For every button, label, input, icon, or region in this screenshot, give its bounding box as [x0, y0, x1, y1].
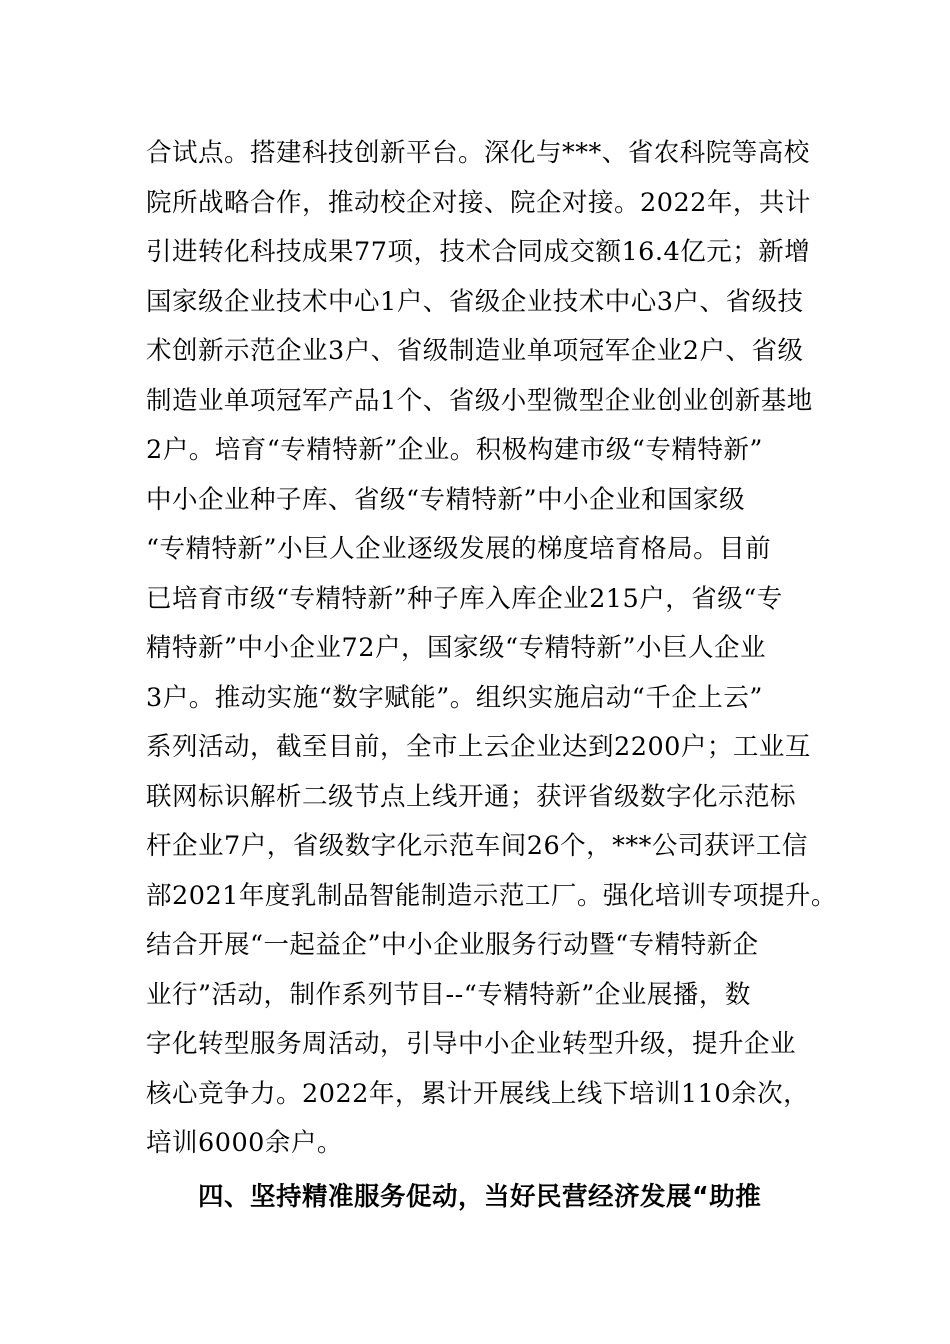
section-heading: 四、坚持精准服务促动，当好民营经济发展“助推	[198, 1182, 762, 1212]
text-line: 中小企业种子库、省级“专精特新”中小企业和国家级	[146, 484, 746, 515]
body-text	[146, 129, 846, 1169]
text-line: 制造业单项冠军产品1个、省级小型微型企业创业创新基地	[146, 385, 813, 416]
text-line: 字化转型服务周活动，引导中小企业转型升级，提升企业	[146, 1029, 797, 1059]
text-line: 杆企业7户，省级数字化示范车间26个，***公司获评工信	[146, 831, 808, 861]
text-line: 培训6000余户。	[146, 1128, 343, 1158]
text-line: 2户。培育“专精特新”企业。积极构建市级“专精特新”	[146, 435, 763, 465]
text-line: 国家级企业技术中心1户、省级企业技术中心3户、省级技	[146, 286, 804, 317]
text-line: 院所战略合作，推动校企对接、院企对接。2022年，共计	[146, 187, 811, 218]
text-line: 已培育市级“专精特新”种子库入库企业215户，省级“专	[146, 583, 783, 614]
text-line: 业行”活动，制作系列节目--“专精特新”企业展播，数	[146, 979, 751, 1010]
text-line: 结合开展“一起益企”中小企业服务行动暨“专精特新企	[146, 930, 759, 960]
text-line: “专精特新”小巨人企业逐级发展的梯度培育格局。目前	[146, 534, 772, 564]
text-line: 术创新示范企业3户、省级制造业单项冠军企业2户、省级	[146, 336, 804, 366]
text-line: 核心竞争力。2022年，累计开展线上线下培训110余次，	[146, 1078, 810, 1109]
text-line: 合试点。搭建科技创新平台。深化与***、省农科院等高校	[146, 138, 810, 168]
text-line: 精特新”中小企业72户，国家级“专精特新”小巨人企业	[146, 633, 767, 663]
text-line: 系列活动，截至目前，全市上云企业达到2200户；工业互	[146, 732, 811, 762]
text-line: 3户。推动实施“数字赋能”。组织实施启动“千企上云”	[146, 682, 763, 713]
text-line: 引进转化科技成果77项，技术合同成交额16.4亿元；新增	[146, 237, 811, 267]
text-line: 部2021年度乳制品智能制造示范工厂。强化培训专项提升。	[146, 880, 837, 911]
text-line: 联网标识解析二级节点上线开通；获评省级数字化示范标	[146, 781, 797, 812]
